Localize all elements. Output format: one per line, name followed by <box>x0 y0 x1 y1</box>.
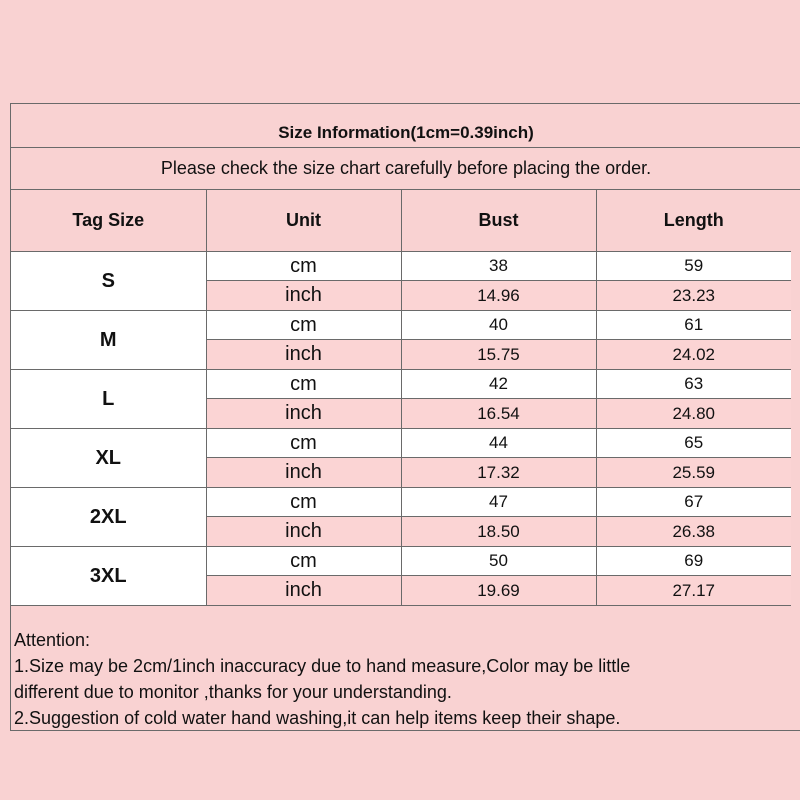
table-row <box>11 547 791 576</box>
bust-cell: 18.50 <box>401 517 596 547</box>
unit-cell: cm <box>206 311 401 340</box>
bust-cell: 50 <box>401 547 596 576</box>
unit-cell: inch <box>206 281 401 311</box>
unit-cell: cm <box>206 488 401 517</box>
header-length: Length <box>596 189 791 252</box>
unit-cell: inch <box>206 517 401 547</box>
unit-cell: cm <box>206 429 401 458</box>
bust-cell: 44 <box>401 429 596 458</box>
table-row <box>11 429 791 458</box>
bust-cell: 15.75 <box>401 340 596 370</box>
table-row <box>11 311 791 340</box>
attention-note-1-line-2: different due to monitor ,thanks for your understanding. <box>14 682 452 702</box>
length-cell: 69 <box>596 547 791 576</box>
length-cell: 63 <box>596 370 791 399</box>
unit-cell: cm <box>206 547 401 576</box>
unit-cell: inch <box>206 458 401 488</box>
bust-cell: 47 <box>401 488 596 517</box>
length-cell: 65 <box>596 429 791 458</box>
unit-cell: inch <box>206 340 401 370</box>
unit-cell: inch <box>206 399 401 429</box>
length-cell: 59 <box>596 252 791 281</box>
tag-size-cell: S <box>11 252 206 311</box>
size-table <box>11 189 791 606</box>
tag-size-cell: 2XL <box>11 488 206 547</box>
tag-size-cell: L <box>11 370 206 429</box>
header-unit: Unit <box>206 189 401 252</box>
length-cell: 23.23 <box>596 281 791 311</box>
order-notice: Please check the size chart carefully before placing the order. <box>160 157 652 178</box>
bust-cell: 19.69 <box>401 576 596 606</box>
size-info-title: Size Information(1cm=0.39inch) <box>278 122 534 142</box>
table-header-row <box>11 189 791 252</box>
title-band <box>11 104 800 148</box>
length-cell: 24.80 <box>596 399 791 429</box>
bust-cell: 40 <box>401 311 596 340</box>
tag-size-cell: M <box>11 311 206 370</box>
header-tag-size: Tag Size <box>11 189 206 252</box>
bust-cell: 42 <box>401 370 596 399</box>
bust-cell: 14.96 <box>401 281 596 311</box>
length-cell: 67 <box>596 488 791 517</box>
header-bust: Bust <box>401 189 596 252</box>
bust-cell: 16.54 <box>401 399 596 429</box>
bust-cell: 38 <box>401 252 596 281</box>
table-row <box>11 370 791 399</box>
table-row <box>11 488 791 517</box>
length-cell: 27.17 <box>596 576 791 606</box>
tag-size-cell: XL <box>11 429 206 488</box>
length-cell: 61 <box>596 311 791 340</box>
unit-cell: cm <box>206 370 401 399</box>
attention-note-1-line-1: 1.Size may be 2cm/1inch inaccuracy due to hand measure,Color may be little <box>14 656 631 676</box>
length-cell: 26.38 <box>596 517 791 547</box>
tag-size-cell: 3XL <box>11 547 206 606</box>
length-cell: 25.59 <box>596 458 791 488</box>
length-cell: 24.02 <box>596 340 791 370</box>
attention-heading: Attention: <box>14 630 91 650</box>
attention-section <box>11 621 800 731</box>
unit-cell: inch <box>206 576 401 606</box>
bust-cell: 17.32 <box>401 458 596 488</box>
unit-cell: cm <box>206 252 401 281</box>
size-sheet <box>10 103 800 731</box>
attention-note-2: 2.Suggestion of cold water hand washing,it can help items keep their shape. <box>14 708 621 728</box>
table-row <box>11 252 791 281</box>
notice-band <box>11 147 800 190</box>
